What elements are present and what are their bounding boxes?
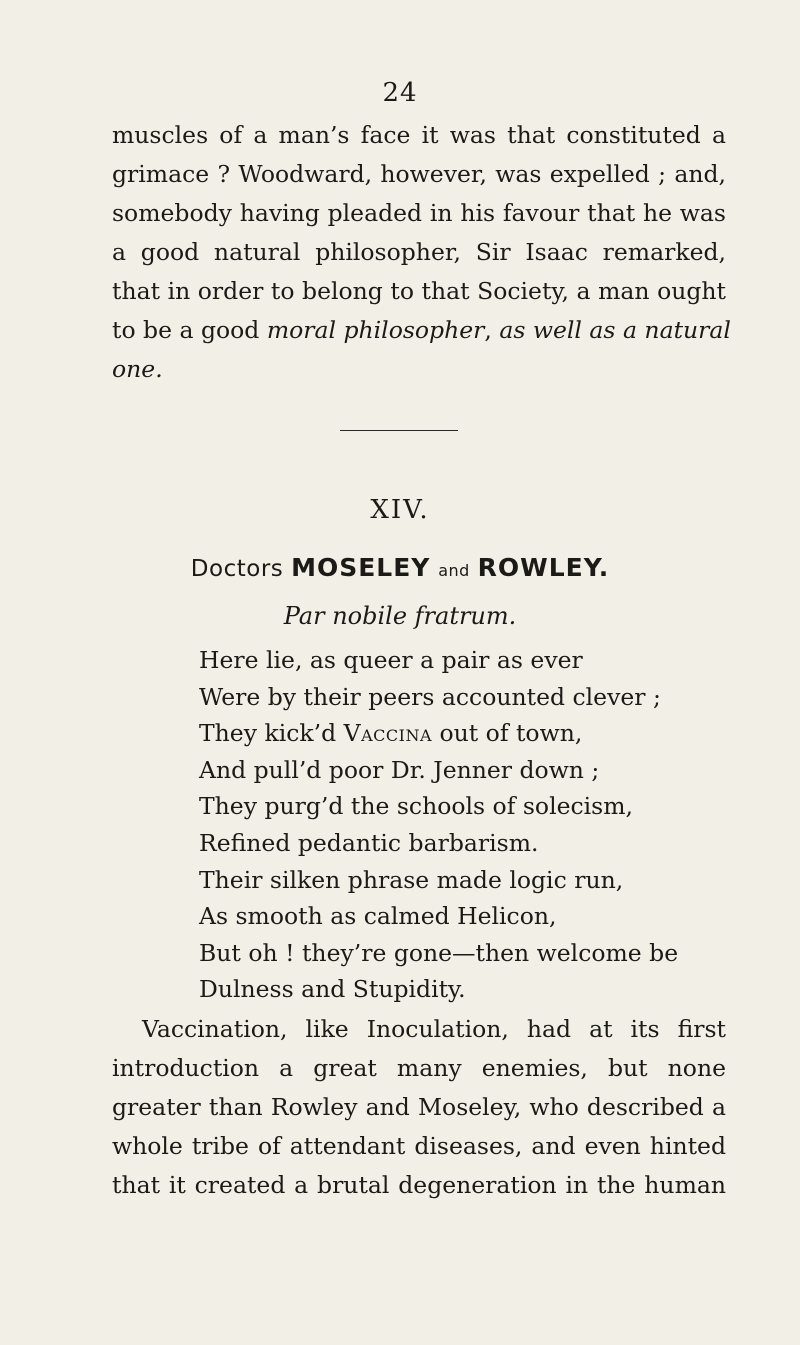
paragraph-line: that it created a brutal degeneration in the human: [112, 1171, 726, 1199]
poem-line: Their silken phrase made logic run,: [199, 865, 624, 894]
small-caps-text: Vaccina: [343, 719, 432, 748]
section-motto: Par nobile fratrum.: [283, 602, 517, 630]
paragraph-line: Vaccination, like Inoculation, had at its first: [142, 1015, 726, 1043]
paragraph-line: that in order to belong to that Society, a man ought: [112, 277, 726, 305]
heading-word: Doctors: [190, 556, 284, 582]
epitaph-poem: [199, 642, 759, 1008]
poem-line: They purg’d the schools of solecism,: [199, 792, 633, 821]
poem-line: And pull’d poor Dr. Jenner down ;: [199, 755, 600, 784]
poem-line: [199, 715, 759, 752]
top-paragraph: [112, 116, 731, 389]
heading-name: ROWLEY.: [477, 553, 610, 582]
poem-line: Refined pedantic barbarism.: [199, 828, 539, 857]
text-run: They kick’d: [199, 719, 344, 748]
paragraph-line: whole tribe of attendant diseases, and even hinted: [112, 1132, 726, 1160]
paragraph-line: [112, 311, 731, 350]
section-numeral: XIV.: [370, 495, 430, 525]
text-run: out of town,: [432, 719, 583, 748]
paragraph-line: a good natural philosopher, Sir Isaac remarked,: [112, 238, 726, 266]
poem-line: Here lie, as queer a pair as ever: [199, 646, 583, 674]
paragraph-line: greater than Rowley and Moseley, who described a: [112, 1093, 726, 1121]
paragraph-line: grimace ? Woodward, however, was expelled ; and,: [112, 160, 726, 188]
paragraph-line: muscles of a man’s face it was that constituted a: [112, 121, 726, 149]
italic-text: one.: [112, 355, 163, 383]
paragraph-line: somebody having pleaded in his favour that he was: [112, 199, 726, 227]
section-heading: [0, 553, 800, 582]
italic-text: moral philosopher: [266, 316, 485, 344]
italic-text: as well as a natural: [499, 316, 731, 344]
text-run: to be a good: [112, 316, 267, 344]
poem-line: Were by their peers accounted clever ;: [199, 682, 661, 711]
page-number: 24: [382, 78, 418, 108]
section-divider: [340, 430, 458, 431]
poem-line: Dulness and Stupidity.: [199, 975, 466, 1004]
heading-conjunction: and: [438, 561, 470, 580]
poem-line: As smooth as calmed Helicon,: [199, 902, 557, 931]
paragraph-line: introduction a great many enemies, but none: [112, 1054, 726, 1082]
heading-name: MOSELEY: [291, 553, 431, 582]
text-run: ,: [484, 316, 500, 344]
poem-line: But oh ! they’re gone—then welcome be: [199, 938, 679, 967]
paragraph-line: [112, 350, 726, 389]
bottom-paragraph: [112, 1010, 726, 1205]
